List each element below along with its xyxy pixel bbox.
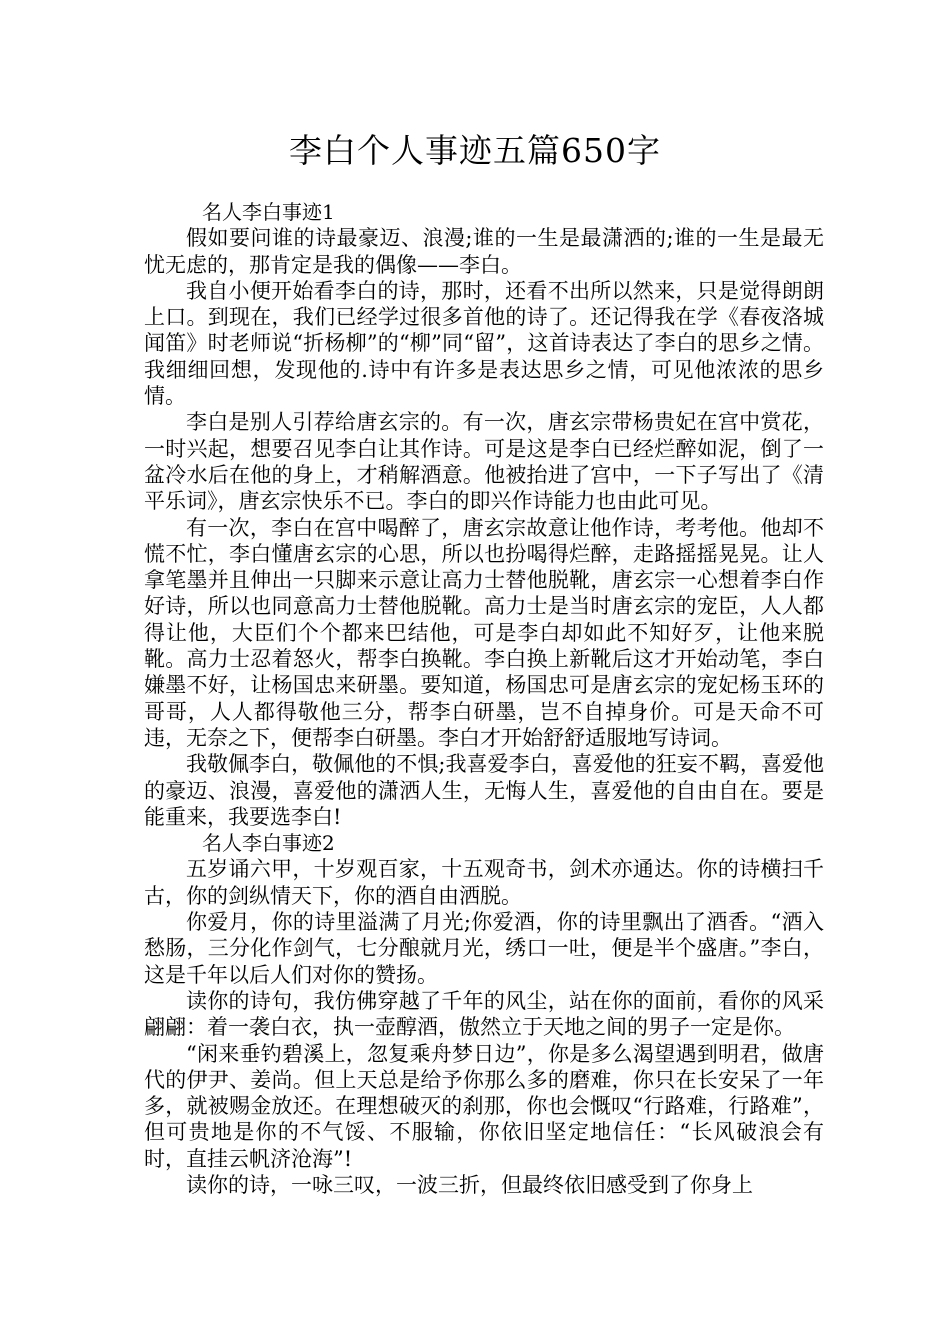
paragraph: 我自小便开始看李白的诗，那时，还看不出所以然来，只是觉得朗朗上口。到现在，我们已经学过很多首他的诗了。还记得我在学《春夜洛城闻笛》时老师说“折杨柳”的“柳”同“留”，这首诗表达了李白的思乡之情。我细细回想，发现他的.诗中有许多是表达思乡之情，可见他浓浓的思乡情。: [144, 278, 824, 409]
section-heading: 名人李白事迹1: [202, 200, 335, 224]
paragraph: 五岁诵六甲，十岁观百家，十五观奇书，剑术亦通达。你的诗横扫千古，你的剑纵情天下，你的酒自由洒脱。: [144, 857, 824, 908]
paragraph: 我敬佩李白，敬佩他的不惧;我喜爱李白，喜爱他的狂妄不羁，喜爱他的豪迈、浪漫，喜爱他的潇洒人生，无悔人生，喜爱他的自由自在。要是能重来，我要选李白!: [144, 752, 824, 829]
document-title: 李白个人事迹五篇650字: [289, 131, 661, 170]
paragraph: 你爱月，你的诗里溢满了月光;你爱酒，你的诗里飘出了酒香。“酒入愁肠，三分化作剑气，七分酿就月光，绣口一吐，便是半个盛唐。”李白，这是千年以后人们对你的赞扬。: [144, 910, 824, 987]
paragraph: 读你的诗句，我仿佛穿越了千年的风尘，站在你的面前，看你的风采翩翩：着一袭白衣，执一壶醇酒，傲然立于天地之间的男子一定是你。: [144, 988, 824, 1040]
document-body: [144, 199, 824, 1198]
paragraph: “闲来垂钓碧溪上，忽复乘舟梦日边”，你是多么渴望遇到明君，做唐代的伊尹、姜尚。但上天总是给予你那么多的磨难，你只在长安呆了一年多，就被赐金放还。在理想破灭的刹那，你也会慨叹“行路难，行路难”，但可贵地是你的不气馁、不服输，你依旧坚定地信任：“长风破浪会有时，直挂云帆济沧海”!: [144, 1041, 824, 1171]
paragraph: 假如要问谁的诗最豪迈、浪漫;谁的一生是最潇洒的;谁的一生是最无忧无虑的，那肯定是我的偶像——李白。: [144, 226, 824, 277]
section-heading: 名人李白事迹2: [202, 831, 335, 856]
paragraph: 有一次，李白在宫中喝醉了，唐玄宗故意让他作诗，考考他。他却不慌不忙，李白懂唐玄宗的心思，所以也扮喝得烂醉，走路摇摇晃晃。让人拿笔墨并且伸出一只脚来示意让高力士替他脱靴，唐玄宗一心想着李白作好诗，所以也同意高力士替他脱靴。高力士是当时唐玄宗的宠臣，人人都得让他，大臣们个个都来巴结他，可是李白却如此不知好歹，让他来脱靴。高力士忍着怒火，帮李白换靴。李白换上新靴后这才开始动笔，李白嫌墨不好，让杨国忠来研墨。要知道，杨国忠可是唐玄宗的宠妃杨玉环的哥哥，人人都得敬他三分，帮李白研墨，岂不自掉身价。可是天命不可违，无奈之下，便帮李白研墨。李白才开始舒舒适服地写诗词。: [144, 515, 824, 750]
paragraph: 李白是别人引荐给唐玄宗的。有一次，唐玄宗带杨贵妃在宫中赏花，一时兴起，想要召见李白让其作诗。可是这是李白已经烂醉如泥，倒了一盆冷水后在他的身上，才稍解酒意。他被抬进了宫中，一下子写出了《清平乐词》，唐玄宗快乐不已。李白的即兴作诗能力也由此可见。: [144, 410, 824, 514]
paragraph: 读你的诗，一咏三叹，一波三折，但最终依旧感受到了你身上: [186, 1172, 753, 1197]
